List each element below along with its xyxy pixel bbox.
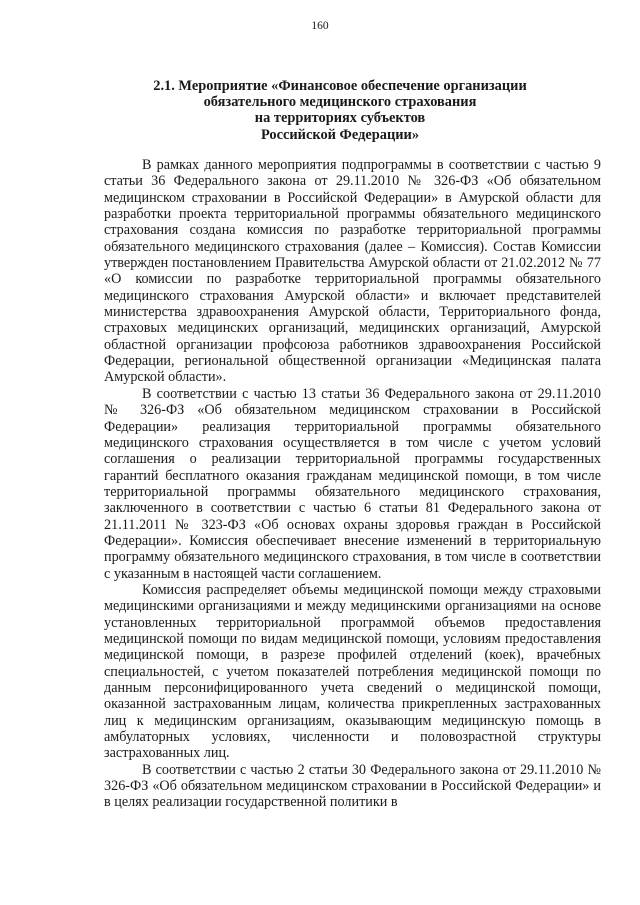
paragraph: Комиссия распределяет объемы медицинской помощи между страховыми медицинскими организациями и между медицинскими организациями на основе установленных территориальной программой объемов предоставления медицинской помощи по видам медицинской помощи, условиям предоставления медицинской помощи, в разрезе профилей отделений (коек), врачебных специальностей, с учетом показателей потребления медицинской помощи по данным персонифицированного учета сведений о медицинской помощи, оказанной застрахованным лицам, количества прикрепленных застрахованных лиц к медицинским организациям, оказывающим медицинскую помощь в амбулаторных условиях, численности и половозрастной структуры застрахованных лиц.	[104, 581, 601, 762]
body-text	[104, 157, 601, 811]
page-number: 160	[311, 20, 329, 32]
heading-line: Российской Федерации»	[260, 126, 420, 143]
paragraph: В соответствии с частью 13 статьи 36 Федерального закона от 29.11.2010 № 326-ФЗ «Об обязательном медицинском страховании в Российской Федерации» реализация территориальной программы обязательного медицинского страхования осуществляется в том числе с учетом условий соглашения о реализации территориальной программы государственных гарантий бесплатного оказания гражданам медицинской помощи, в том числе территориальной программы обязательного медицинского страхования, заключенного в соответствии с частью 6 статьи 81 Федерального закона от 21.11.2011 № 323-ФЗ «Об основах охраны здоровья граждан в Российской Федерации». Комиссия обеспечивает внесение изменений в территориальную программу обязательного медицинского страхования, в том числе в соответствии с указанным в настоящей части соглашением.	[104, 385, 601, 582]
paragraph: В соответствии с частью 2 статьи 30 Федерального закона от 29.11.2010 № 326-ФЗ «Об обязательном медицинском страховании в Российской Федерации» и в целях реализации государственной политики в	[104, 761, 601, 811]
section-heading	[150, 78, 530, 143]
heading-line: на территориях субъектов	[254, 110, 426, 127]
heading-line: 2.1. Мероприятие «Финансовое обеспечение организации	[153, 78, 527, 94]
paragraph: В рамках данного мероприятия подпрограммы в соответствии с частью 9 статьи 36 Федерального закона от 29.11.2010 № 326-ФЗ «Об обязательном медицинском страховании в Российской Федерации» в Амурской области для разработки проекта территориальной программы обязательного медицинского страхования создана комиссия по разработке территориальной программы обязательного медицинского страхования (далее – Комиссия). Состав Комиссии утвержден постановлением Правительства Амурской области от 21.02.2012 № 77 «О комиссии по разработке территориальной программы обязательного медицинского страхования Амурской области» и включает представителей министерства здравоохранения Амурской области, Территориального фонда, страховых медицинских организаций, медицинских организаций, Амурской областной организации профсоюза работников здравоохранения Российской Федерации, региональной общественной организации «Медицинская палата Амурской области».	[104, 157, 601, 386]
heading-line: обязательного медицинского страхования	[203, 94, 477, 111]
